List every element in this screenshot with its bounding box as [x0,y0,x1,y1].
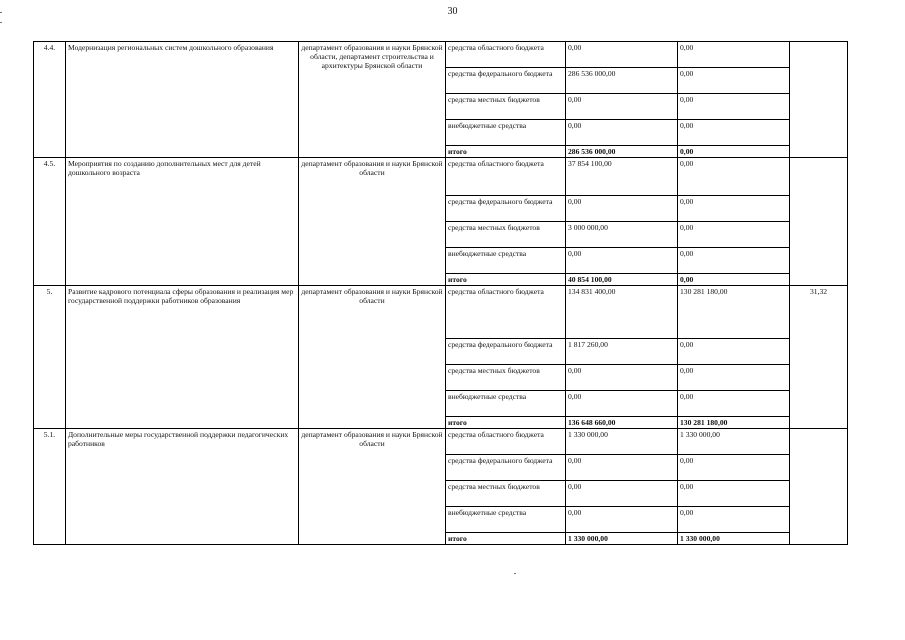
funding-source: средства областного бюджета [446,42,566,68]
planned-amount: 0,00 [566,42,678,68]
actual-amount: 0,00 [678,68,790,94]
executor: департамент образования и науки Брянской области [299,158,446,286]
executor: департамент образования и науки Брянской области [299,429,446,545]
funding-source: средства федерального бюджета [446,455,566,481]
funding-source: внебюджетные средства [446,507,566,533]
actual-amount: 0,00 [678,196,790,222]
planned-amount: 37 854 100,00 [566,158,678,196]
funding-source: итого [446,533,566,545]
table-row [34,429,848,455]
funding-source: средства местных бюджетов [446,222,566,248]
funding-source: внебюджетные средства [446,248,566,274]
planned-amount: 1 330 000,00 [566,533,678,545]
actual-amount: 0,00 [678,391,790,417]
funding-source: итого [446,146,566,158]
item-number: 4.4. [34,42,66,158]
actual-amount: 1 330 000,00 [678,533,790,545]
executor: департамент образования и науки Брянской области, департамент строительства и архитектуры Брянской области [299,42,446,158]
item-number: 4.5. [34,158,66,286]
planned-amount: 286 536 000,00 [566,68,678,94]
planned-amount: 134 831 400,00 [566,286,678,339]
actual-amount: 130 281 180,00 [678,417,790,429]
execution-percent [790,158,848,286]
funding-source: средства местных бюджетов [446,481,566,507]
planned-amount: 0,00 [566,507,678,533]
planned-amount: 0,00 [566,120,678,146]
planned-amount: 286 536 000,00 [566,146,678,158]
funding-source: средства федерального бюджета [446,68,566,94]
funding-source: итого [446,417,566,429]
budget-table [33,41,848,545]
actual-amount: 0,00 [678,248,790,274]
page-number: 30 [447,6,458,17]
actual-amount: 0,00 [678,339,790,365]
funding-source: средства местных бюджетов [446,365,566,391]
actual-amount: 0,00 [678,42,790,68]
activity-name: Развитие кадрового потенциала сферы образования и реализация мер государственной поддержки работников образования [66,286,299,429]
execution-percent [790,42,848,158]
planned-amount: 0,00 [566,248,678,274]
table-row [34,158,848,196]
execution-percent: 31,32 [790,286,848,429]
activity-name: Модернизация региональных систем дошкольного образования [66,42,299,158]
execution-percent [790,429,848,545]
item-number: 5.1. [34,429,66,545]
planned-amount: 136 648 660,00 [566,417,678,429]
planned-amount: 40 854 100,00 [566,274,678,286]
funding-source: средства областного бюджета [446,429,566,455]
actual-amount: 0,00 [678,94,790,120]
actual-amount: 1 330 000,00 [678,429,790,455]
funding-source: средства федерального бюджета [446,196,566,222]
funding-source: средства областного бюджета [446,158,566,196]
activity-name: Дополнительные меры государственной поддержки педагогических работников [66,429,299,545]
planned-amount: 1 330 000,00 [566,429,678,455]
actual-amount: 0,00 [678,365,790,391]
planned-amount: 0,00 [566,481,678,507]
funding-source: средства федерального бюджета [446,339,566,365]
actual-amount: 0,00 [678,158,790,196]
planned-amount: 0,00 [566,365,678,391]
table-row [34,286,848,339]
funding-source: итого [446,274,566,286]
actual-amount: 0,00 [678,120,790,146]
planned-amount: 0,00 [566,455,678,481]
actual-amount: 0,00 [678,222,790,248]
funding-source: средства местных бюджетов [446,94,566,120]
actual-amount: 0,00 [678,507,790,533]
actual-amount: 0,00 [678,274,790,286]
funding-source: внебюджетные средства [446,391,566,417]
funding-source: внебюджетные средства [446,120,566,146]
actual-amount: 0,00 [678,481,790,507]
actual-amount: 0,00 [678,455,790,481]
planned-amount: 1 817 260,00 [566,339,678,365]
executor: департамент образования и науки Брянской области [299,286,446,429]
actual-amount: 130 281 180,00 [678,286,790,339]
planned-amount: 0,00 [566,196,678,222]
planned-amount: 3 000 000,00 [566,222,678,248]
activity-name: Мероприятия по созданию дополнительных мест для детей дошкольного возраста [66,158,299,286]
planned-amount: 0,00 [566,94,678,120]
item-number: 5. [34,286,66,429]
actual-amount: 0,00 [678,146,790,158]
funding-source: средства областного бюджета [446,286,566,339]
planned-amount: 0,00 [566,391,678,417]
table-row [34,42,848,68]
